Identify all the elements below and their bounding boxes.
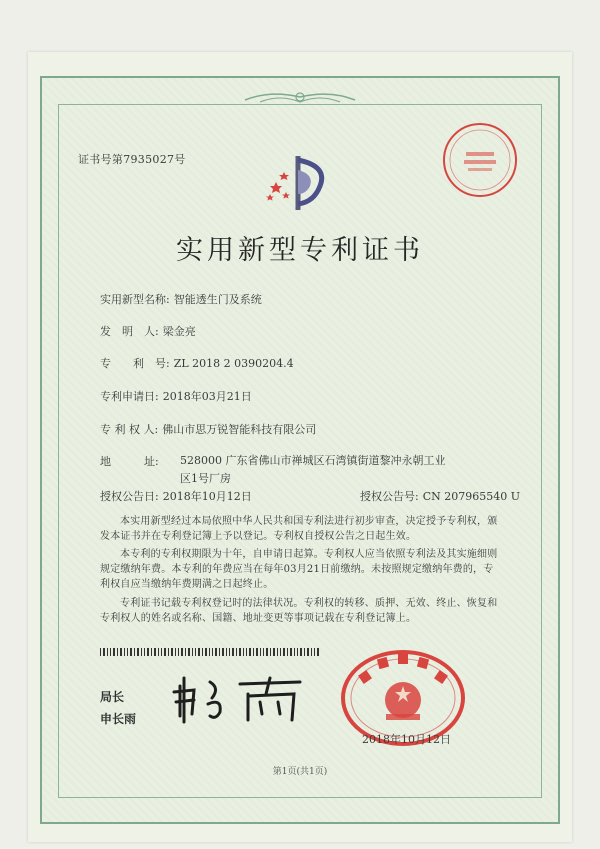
barcode-icon [100, 648, 320, 656]
review-stamp-icon [440, 120, 520, 200]
field-patentee [100, 421, 316, 437]
field-filing-date [100, 388, 252, 404]
field-value: 2018年03月21日 [162, 390, 252, 403]
field-value: 2018年10月12日 [162, 490, 252, 503]
field-label: 发 明 人: [100, 325, 159, 338]
field-grant-number [360, 488, 520, 504]
field-label: 实用新型名称: [100, 293, 170, 306]
seal-date: 2018年10月12日 [362, 733, 451, 746]
field-label: 专利申请日: [100, 390, 159, 403]
field-value: 梁金亮 [162, 325, 196, 338]
certificate-title: 实用新型专利证书 [176, 235, 424, 266]
director-name: 申长雨 [100, 712, 137, 726]
paragraph-grant-decision: 本实用新型经过本局依照中华人民共和国专利法进行初步审查，决定授予专利权，颁发本证书并在专利登记簿上予以登记。专利权自授权公告之日起生效。 [100, 516, 498, 542]
field-address-label [100, 453, 159, 469]
paragraph-term-fees: 本专利的专利权期限为十年，自申请日起算。专利权人应当依照专利法及其实施细则规定缴纳年费。本专利的年费应当在每年03月21日前缴纳。未按照规定缴纳年费的，专利权自应当缴纳年费期满之日起终止。 [100, 549, 498, 590]
field-patent-number [100, 355, 294, 371]
field-label: 授权公告日: [100, 490, 159, 503]
field-label: 专 利 权 人: [100, 423, 159, 436]
field-value: CN 207965540 U [422, 490, 521, 503]
page-number: 第1页(共1页) [272, 767, 328, 777]
field-label: 专 利 号: [100, 357, 170, 370]
field-inventor [100, 323, 196, 339]
patent-office-logo-icon [262, 148, 332, 218]
certificate-number: 证书号第7935027号 [78, 153, 186, 166]
field-value: ZL 2018 2 0390204.4 [173, 357, 294, 370]
field-utility-model-name [100, 291, 262, 307]
paragraph-legal-status: 专利证书记载专利权登记时的法律状况。专利权的转移、质押、无效、终止、恢复和专利权人的姓名或名称、国籍、地址变更等事项记载在专利登记簿上。 [100, 598, 498, 624]
field-value: 智能透生门及系统 [173, 293, 262, 306]
field-label: 授权公告号: [360, 490, 419, 503]
field-label: 地 址: [100, 455, 159, 468]
field-grant-date [100, 488, 252, 504]
director-title: 局长 [100, 690, 125, 704]
field-value: 佛山市思万锐智能科技有限公司 [162, 423, 317, 436]
handwritten-signature-icon [170, 668, 310, 728]
field-address-value: 528000 广东省佛山市禅城区石湾镇街道黎冲永朝工业区1号厂房 [180, 454, 446, 485]
top-ornament-icon [240, 88, 360, 106]
